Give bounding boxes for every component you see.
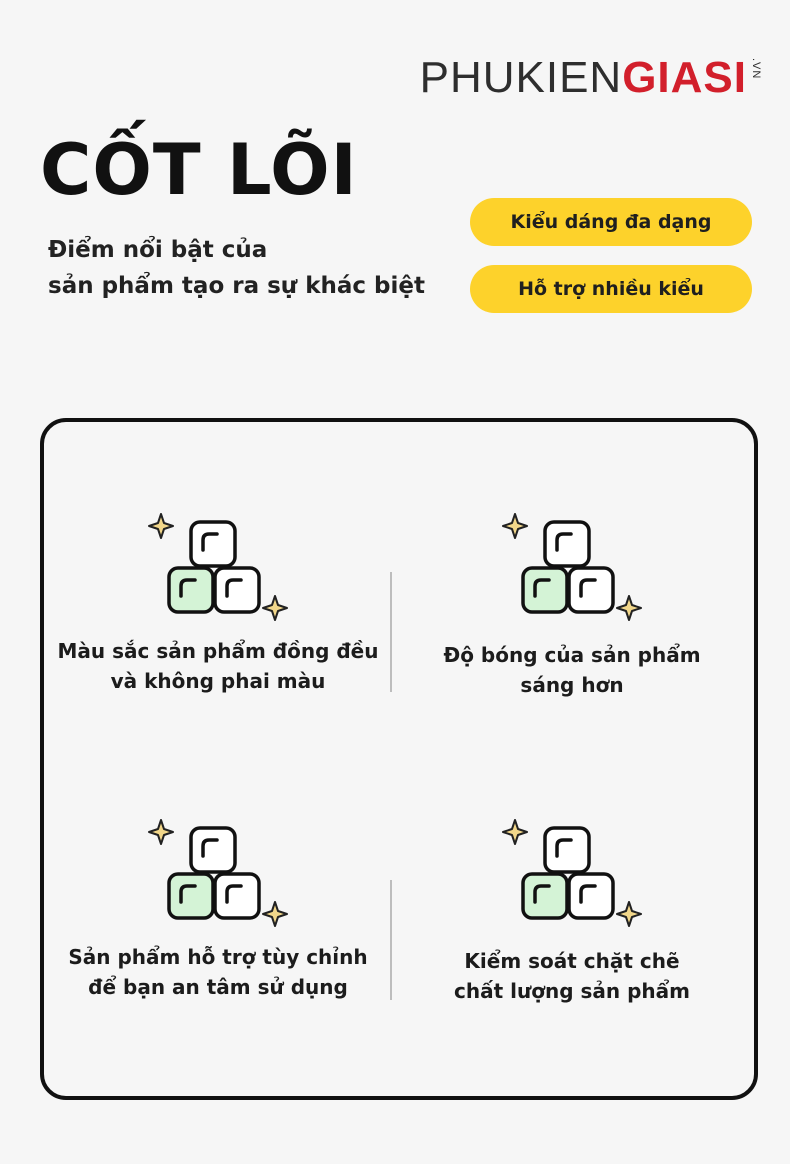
feature-item-custom (38, 818, 398, 1002)
ice-cubes-sparkle-icon (501, 512, 643, 622)
logo-text-red: GIASI (622, 53, 747, 102)
feature-line-1: Độ bóng của sản phẩm (443, 643, 701, 667)
ice-cubes-sparkle-icon (147, 818, 289, 928)
feature-line-2: sáng hơn (520, 673, 624, 697)
page-title: CỐT LÕI (40, 129, 358, 211)
feature-line-1: Màu sắc sản phẩm đồng đều (57, 639, 379, 663)
logo-suffix: .VN (750, 58, 762, 80)
feature-line-2: và không phai màu (110, 669, 326, 693)
feature-item-color (38, 512, 398, 696)
feature-text (68, 942, 367, 1002)
feature-text (58, 636, 379, 696)
feature-text (443, 640, 700, 700)
page-subtitle (48, 232, 448, 304)
tag-pill-styles: Kiểu dáng đa dạng (470, 198, 752, 246)
feature-line-1: Sản phẩm hỗ trợ tùy chỉnh (68, 945, 368, 969)
feature-line-1: Kiểm soát chặt chẽ (464, 949, 680, 973)
ice-cubes-sparkle-icon (147, 512, 289, 622)
ice-cubes-sparkle-icon (501, 818, 643, 928)
subtitle-line-1: Điểm nổi bật của (48, 237, 268, 263)
subtitle-line-2: sản phẩm tạo ra sự khác biệt (48, 273, 425, 299)
feature-item-quality (392, 818, 752, 1006)
feature-line-2: chất lượng sản phẩm (454, 979, 690, 1003)
feature-item-gloss (392, 512, 752, 700)
logo-text-dark: PHUKIEN (419, 53, 623, 102)
brand-logo (420, 54, 762, 102)
tag-pill-support: Hỗ trợ nhiều kiểu (470, 265, 752, 313)
feature-line-2: để bạn an tâm sử dụng (88, 975, 348, 999)
feature-text (454, 946, 690, 1006)
